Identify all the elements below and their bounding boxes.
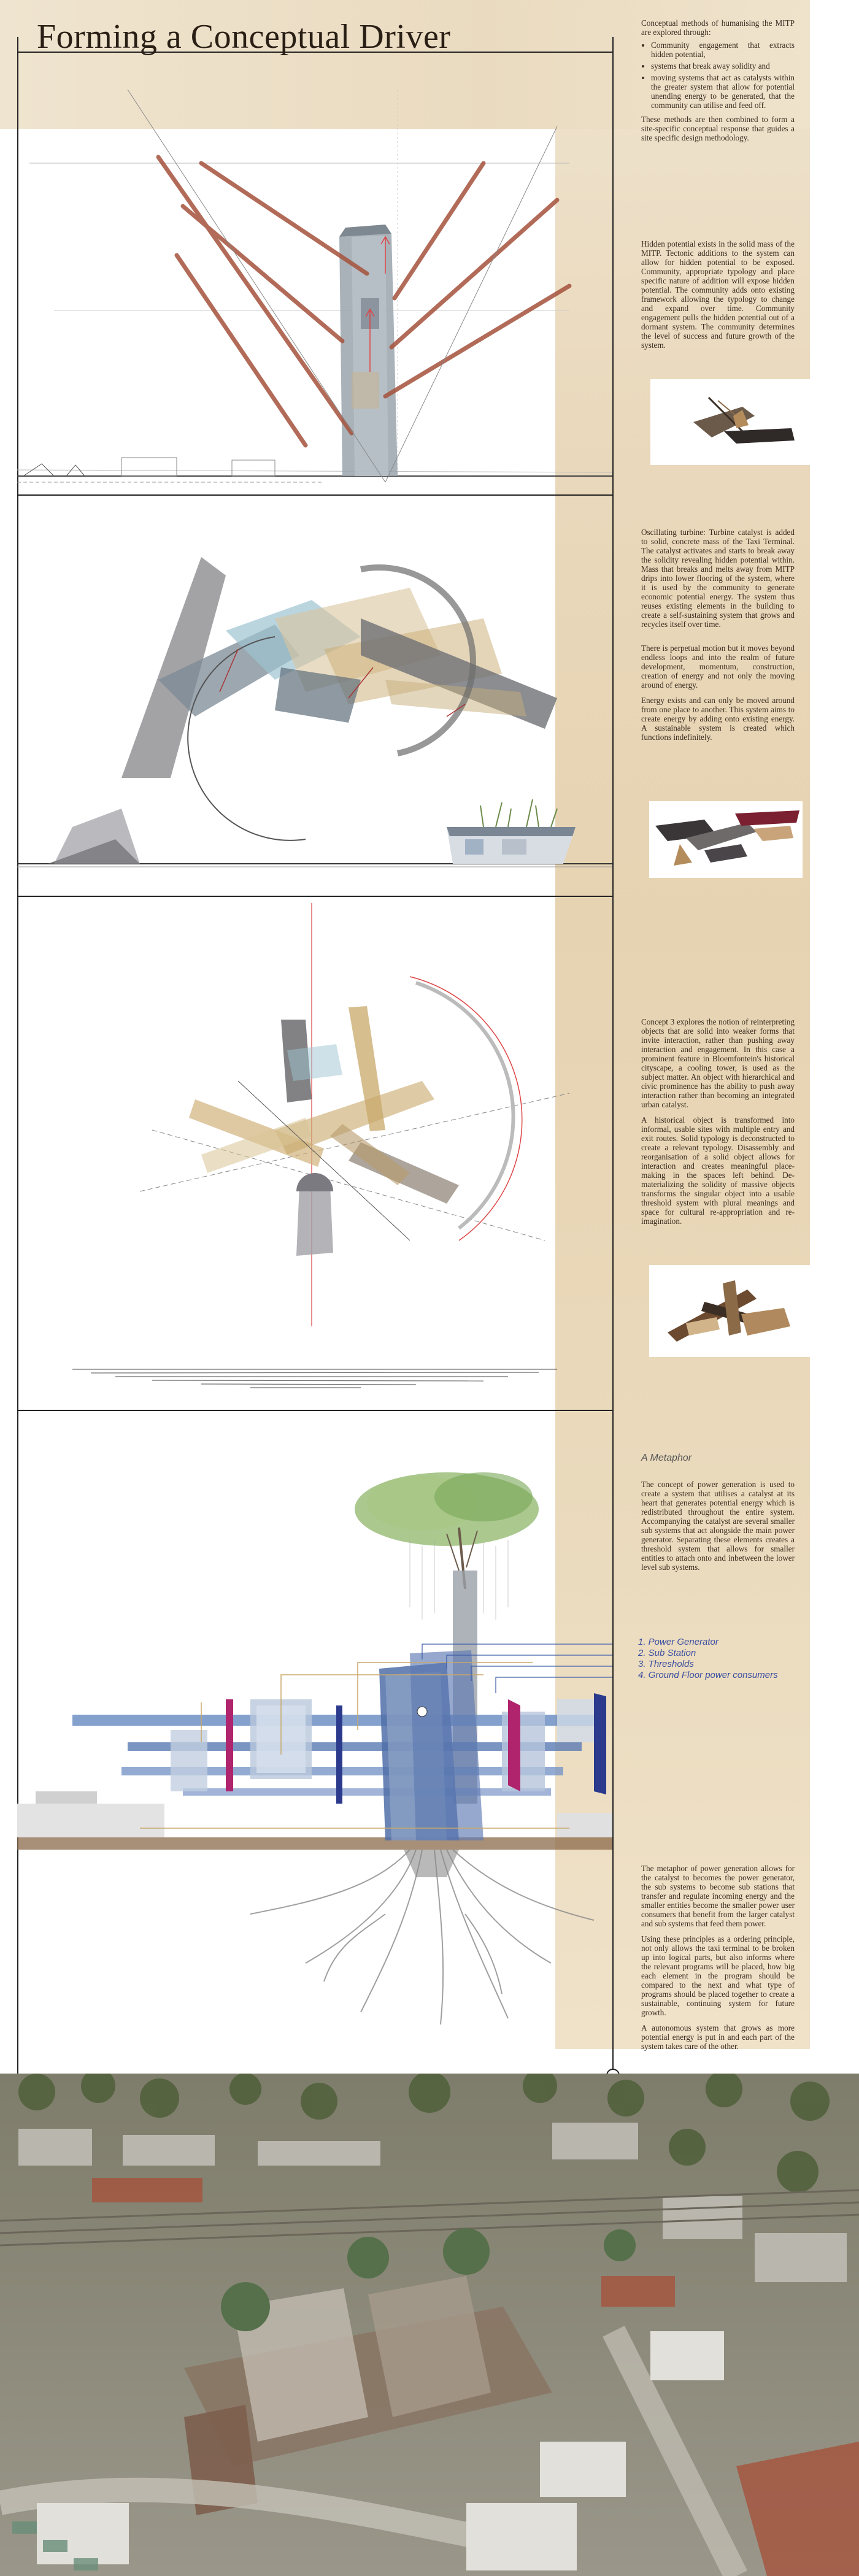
intro-bullet: • systems that break away solidity and [651,61,795,71]
concept2-drawing [17,496,612,894]
intro-bullet: • moving systems that act as catalysts within the greater system that allow for potential unending energy to be generated, that the community can utilise and feed off. [651,73,795,110]
metaphor-paragraph-2: The metaphor of power generation allows for the catalyst to becomes the power generator, the sub systems to become sub stations that transfer and regulate incoming energy and the smaller entities become the smaller power user consumers that benefit from the larger catalyst and sub systems that feed them power. [641,1864,795,1928]
frame-right-line [612,37,614,2074]
concept2-text [641,528,795,748]
metaphor-paragraph: The concept of power generation is used to create a system that utilises a catalyst at its heart that generates potential energy which is redistributed throughout the entire system. Accompanying the catalyst are several smaller sub systems that act alongside the main power generator. Separating these elements creates a threshold system that allows for smaller entities to attach onto and inbetween the lower level sub systems. [641,1480,795,1572]
metaphor-paragraph-3: Using these principles as a ordering principle, not only allows the taxi terminal to be broken up into logical parts, but also informs where the relevant programs will be placed, how big each element in the program should be compared to the next and what type of programs should be placed together to create a sustainable, continuing system for future growth. [641,1934,795,2017]
legend-item-sub-station: 2. Sub Station [638,1648,696,1658]
intro-lead: Conceptual methods of humanising the MITP are explored through: [641,18,795,37]
intro-bullets [641,40,795,110]
intro-text [641,18,795,148]
page-title: Forming a Conceptual Driver [37,18,451,56]
intro-closing: These methods are then combined to form a site-specific conceptual response that guides a site specific design methodology. [641,115,795,142]
concept3-drawing [17,897,612,1409]
intro-bullet: • Community engagement that extracts hidden potential, [651,40,795,59]
concept2-paragraph-3: Energy exists and can only be moved around from one place to another. This system aims to create energy by adding onto existing energy. A sustainable system is created which functions indefinitely. [641,696,795,742]
metaphor-diagram [17,1411,612,2049]
concept2-paragraph-2: There is perpetual motion but it moves beyond endless loops and into the realm of future development, momentum, construction, creation of energy and not only the moving around of energy. [641,644,795,690]
metaphor-text-2 [641,1864,795,2057]
concept3-model-photo [649,1265,810,1357]
metaphor-paragraph-4: A autonomous system that grows as more potential energy is put in and each part of the system takes care of the other. [641,2023,795,2051]
metaphor-text [641,1480,795,1578]
concept1-drawing [17,53,612,493]
concept2-paragraph-1: Oscillating turbine: Turbine catalyst is added to solid, concrete mass of the Taxi Terminal. The catalyst activates and starts to break away the solidity revealing hidden potential within. Mass that breaks and melts away from MITP drips into lower flooring of the system, where it is used by the community to generate economic potential energy. The system thus reuses existing elements in the building to create a self-sustaining system that grows and recycles itself over time. [641,528,795,629]
legend-item-thresholds: 3. Thresholds [638,1659,694,1669]
concept3-paragraph-1: Concept 3 explores the notion of reinterpreting objects that are solid into weaker forms that invite interaction, rather than pushing away interaction and engagement. In this case a prominent feature in Bloemfontein's historical cityscape, a cooling tower, is used as the subject matter. An object with hierarchical and civic prominence has the ability to push away interaction rather than becoming an integrated urban catalyst. [641,1017,795,1109]
concept3-text [641,1017,795,1232]
concept3-paragraph-2: A historical object is transformed into informal, usable sites with multiple entry and exit routes. Solid typology is deconstructed to create a relevant typology. Disassembly and reorganisation of a solid object allows for interaction and creates meaningful place-making in the spaces left behind. De-materializing the solidity of massive objects transforms the singular object into a usable threshold system with plural meanings and space for cultural re-appropriation and re-imagination. [641,1115,795,1226]
concept1-paragraph: Hidden potential exists in the solid mass of the MITP. Tectonic additions to the system can allow for hidden potential to be exposed. Community, appropriate typology and place specific nature of addition will expose hidden potential. The community adds onto existing framework allowing the typology to change and expand over time. Community engagement pulls the hidden potential out of a dormant system. The community determines the level of success and future growth of the system. [641,239,795,350]
concept2-model-photo [649,801,803,878]
metaphor-legend [638,1637,778,1681]
aerial-site-render [0,2074,859,2576]
metaphor-label: A Metaphor [641,1453,692,1463]
legend-item-power-generator: 1. Power Generator [638,1637,718,1647]
legend-item-ground-floor-consumers: 4. Ground Floor power consumers [638,1670,778,1680]
concept1-model-photo [650,379,810,465]
concept1-text [641,239,795,356]
